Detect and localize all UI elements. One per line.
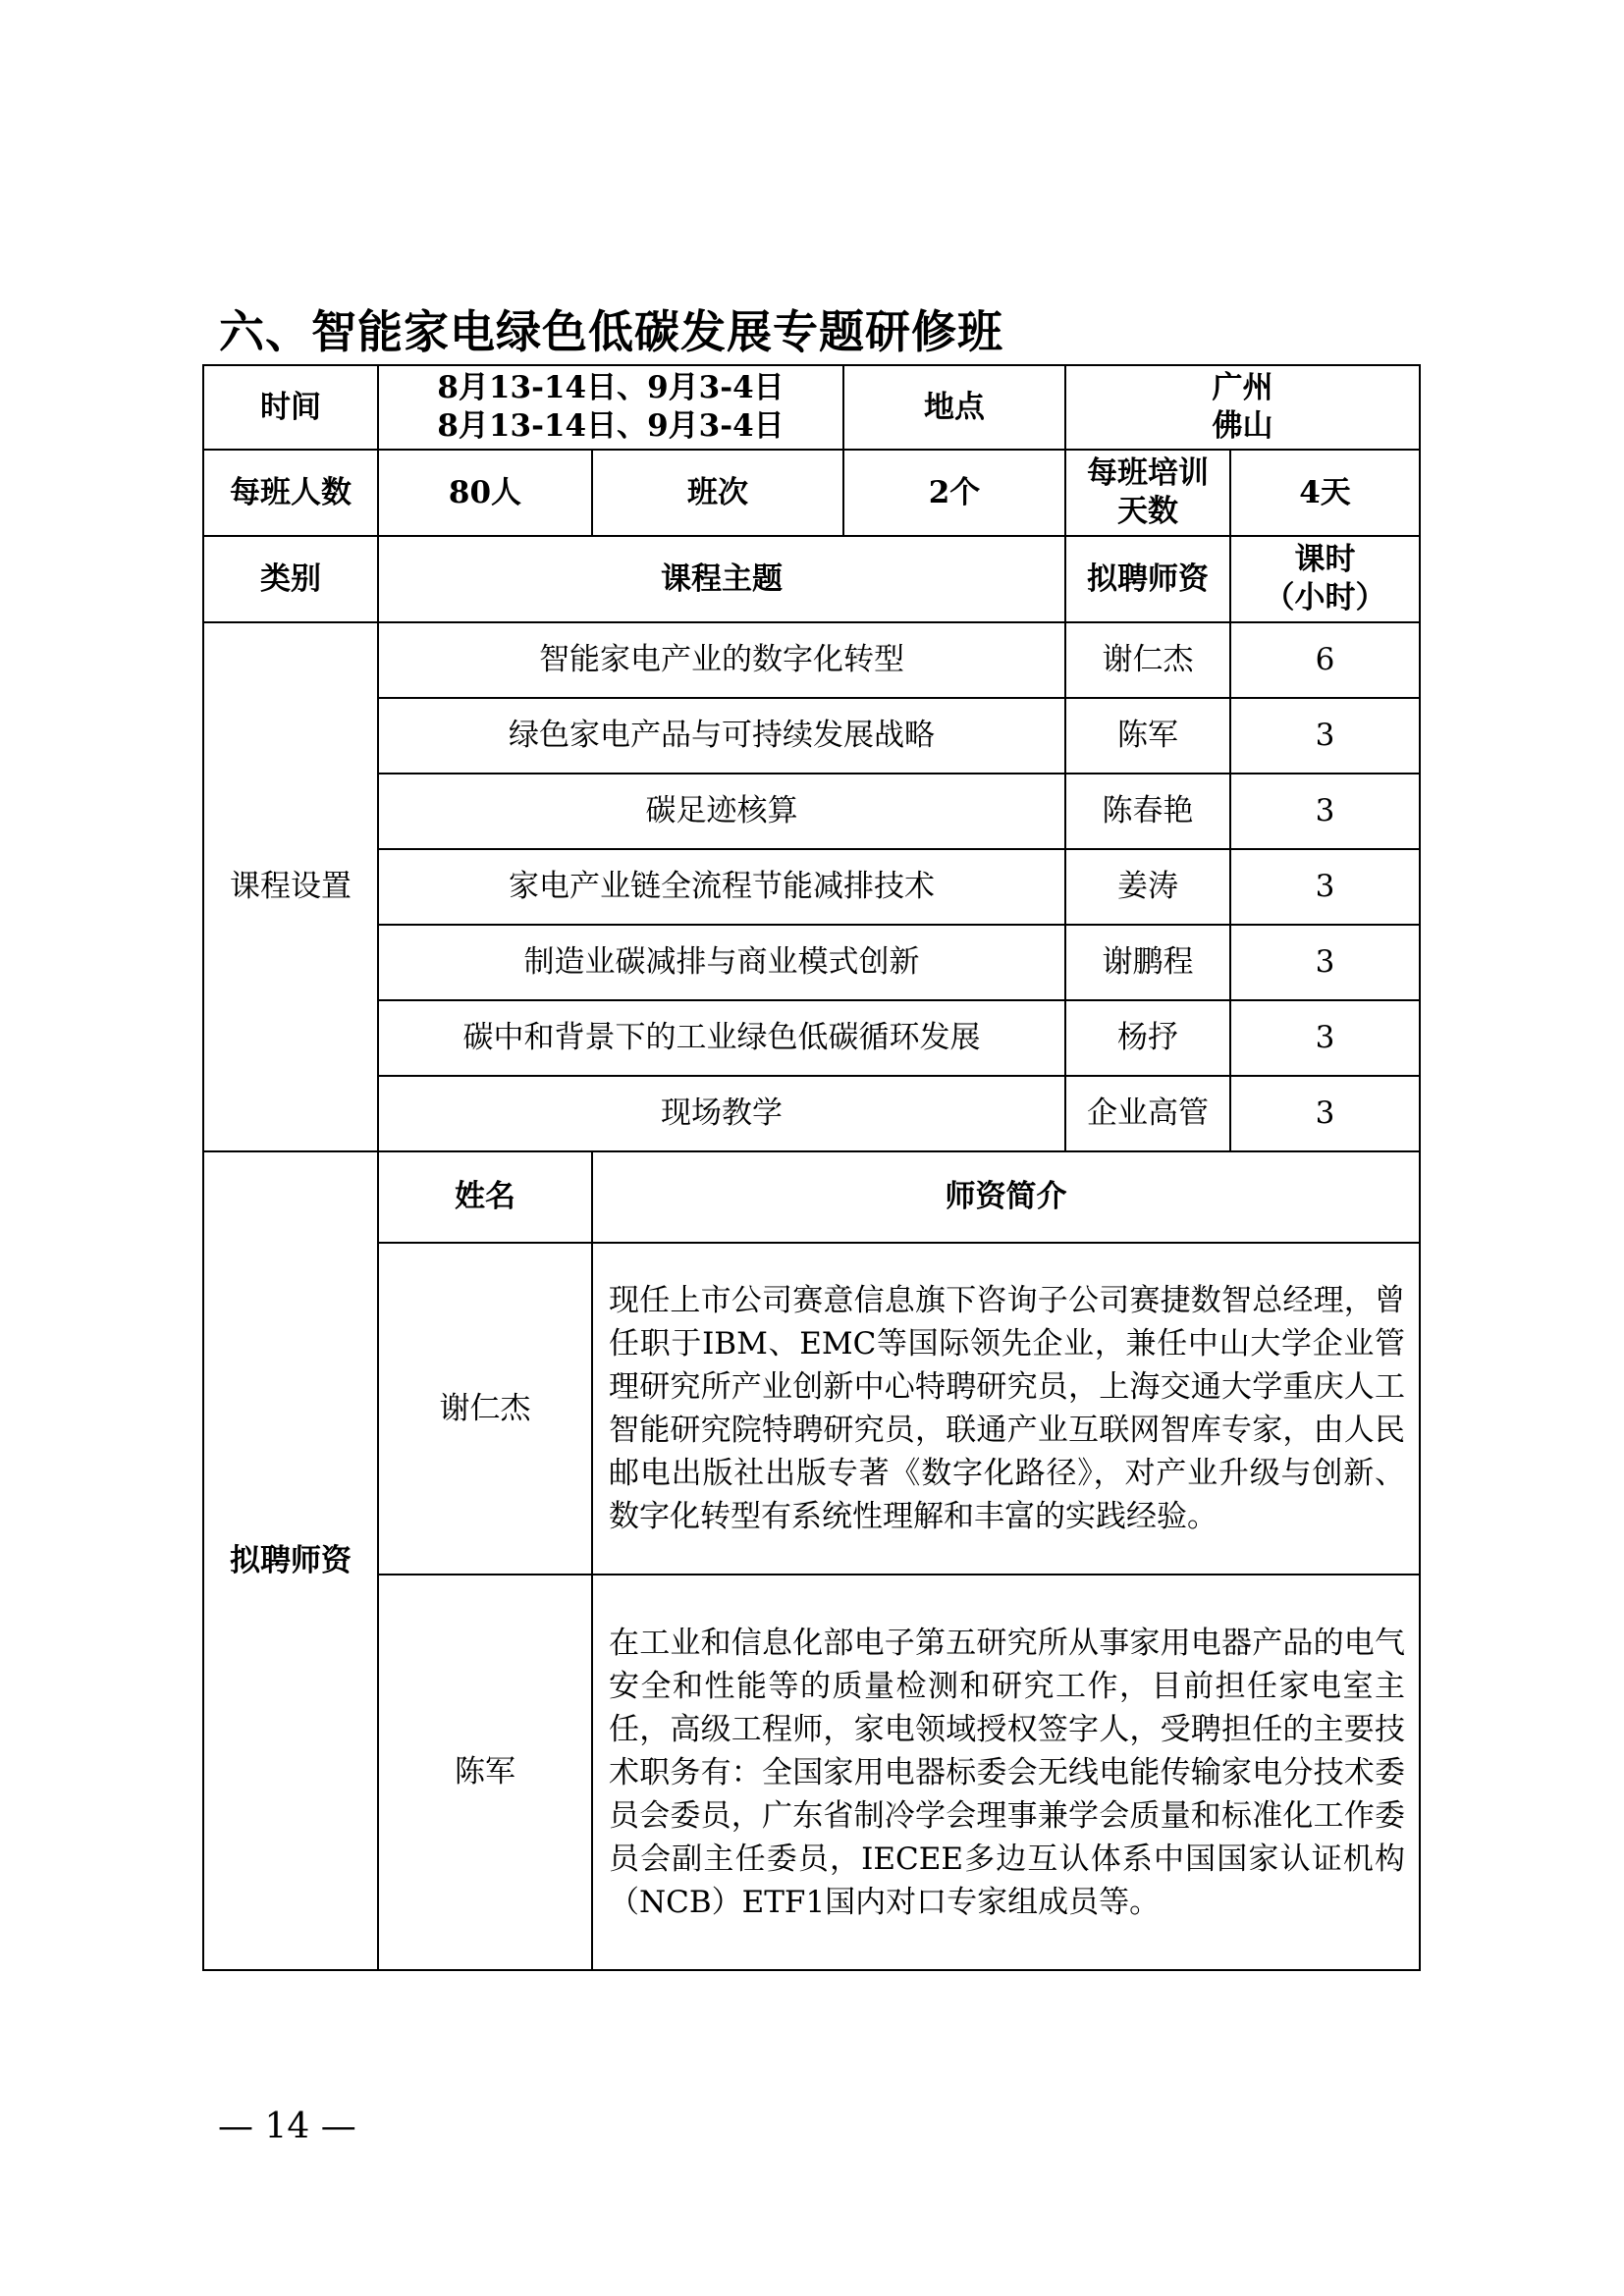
- course-topic: 智能家电产业的数字化转型: [378, 622, 1065, 698]
- course-hours: 3: [1230, 698, 1420, 774]
- course-header-row: [203, 536, 1420, 622]
- place-line-2: 佛山: [1212, 408, 1273, 444]
- course-row: [203, 1076, 1420, 1151]
- place-label: 地点: [843, 365, 1065, 450]
- course-row: [203, 1000, 1420, 1076]
- faculty-header-row: [203, 1151, 1420, 1243]
- days-label-line-1: 每班培训: [1087, 455, 1210, 492]
- course-topic: 绿色家电产品与可持续发展战略: [378, 698, 1065, 774]
- hours-header-line-2: （小时）: [1264, 580, 1386, 615]
- course-hours: 6: [1230, 622, 1420, 698]
- course-hours: 3: [1230, 925, 1420, 1000]
- faculty-row: [203, 1243, 1420, 1575]
- course-row: [203, 774, 1420, 849]
- course-topic: 现场教学: [378, 1076, 1065, 1151]
- course-hours: 3: [1230, 1000, 1420, 1076]
- hours-header-line-1: 课时: [1294, 542, 1356, 578]
- days-label-line-2: 天数: [1117, 494, 1179, 529]
- time-line-2: 8月13-14日、9月3-4日: [437, 408, 785, 444]
- course-row: [203, 925, 1420, 1000]
- faculty-row: [203, 1575, 1420, 1970]
- section-title: 六、智能家电绿色低碳发展专题研修班: [219, 305, 1003, 358]
- course-hours: 3: [1230, 1076, 1420, 1151]
- time-place-row: [203, 365, 1420, 450]
- faculty-intro: 现任上市公司赛意信息旗下咨询子公司赛捷数智总经理，曾任职于IBM、EMC等国际领先企业，兼任中山大学企业管理研究所产业创新中心特聘研究员，上海交通大学重庆人工智能研究院特聘研究员，联通产业互联网智库专家，由人民邮电出版社出版专著《数字化路径》，对产业升级与创新、数字化转型有系统性理解和丰富的实践经验。: [592, 1243, 1420, 1575]
- course-row: [203, 698, 1420, 774]
- hours-header: [1230, 536, 1420, 622]
- topic-header: 课程主题: [378, 536, 1065, 622]
- teacher-header: 拟聘师资: [1065, 536, 1230, 622]
- course-topic: 碳足迹核算: [378, 774, 1065, 849]
- faculty-name-header: 姓名: [378, 1151, 592, 1243]
- course-teacher: 陈春艳: [1065, 774, 1230, 849]
- course-teacher: 姜涛: [1065, 849, 1230, 925]
- course-hours: 3: [1230, 849, 1420, 925]
- page-number: — 14 —: [218, 2107, 356, 2147]
- faculty-section-label: 拟聘师资: [203, 1151, 378, 1970]
- days-value: 4天: [1230, 450, 1420, 536]
- class-count-value: 2个: [843, 450, 1065, 536]
- place-value: [1065, 365, 1420, 450]
- class-info-row: [203, 450, 1420, 536]
- class-size-label: 每班人数: [203, 450, 378, 536]
- category-header: 类别: [203, 536, 378, 622]
- class-size-value: 80人: [378, 450, 592, 536]
- time-value: [378, 365, 843, 450]
- faculty-intro-header: 师资简介: [592, 1151, 1420, 1243]
- faculty-intro: 在工业和信息化部电子第五研究所从事家用电器产品的电气安全和性能等的质量检测和研究工作，目前担任家电室主任，高级工程师，家电领域授权签字人，受聘担任的主要技术职务有：全国家用电器标委会无线电能传输家电分技术委员会委员，广东省制冷学会理事兼学会质量和标准化工作委员会副主任委员，IECEE多边互认体系中国国家认证机构（NCB）ETF1国内对口专家组成员等。: [592, 1575, 1420, 1970]
- course-teacher: 陈军: [1065, 698, 1230, 774]
- course-teacher: 杨抒: [1065, 1000, 1230, 1076]
- time-label: 时间: [203, 365, 378, 450]
- days-label: [1065, 450, 1230, 536]
- course-teacher: 企业高管: [1065, 1076, 1230, 1151]
- faculty-name: 陈军: [378, 1575, 592, 1970]
- course-hours: 3: [1230, 774, 1420, 849]
- course-table: [202, 364, 1421, 1971]
- course-row: [203, 849, 1420, 925]
- course-teacher: 谢鹏程: [1065, 925, 1230, 1000]
- course-row: [203, 622, 1420, 698]
- class-count-label: 班次: [592, 450, 843, 536]
- faculty-name: 谢仁杰: [378, 1243, 592, 1575]
- course-teacher: 谢仁杰: [1065, 622, 1230, 698]
- course-topic: 碳中和背景下的工业绿色低碳循环发展: [378, 1000, 1065, 1076]
- course-topic: 制造业碳减排与商业模式创新: [378, 925, 1065, 1000]
- time-line-1: 8月13-14日、9月3-4日: [437, 370, 785, 406]
- course-topic: 家电产业链全流程节能减排技术: [378, 849, 1065, 925]
- place-line-1: 广州: [1212, 370, 1273, 406]
- course-section-label: 课程设置: [203, 622, 378, 1151]
